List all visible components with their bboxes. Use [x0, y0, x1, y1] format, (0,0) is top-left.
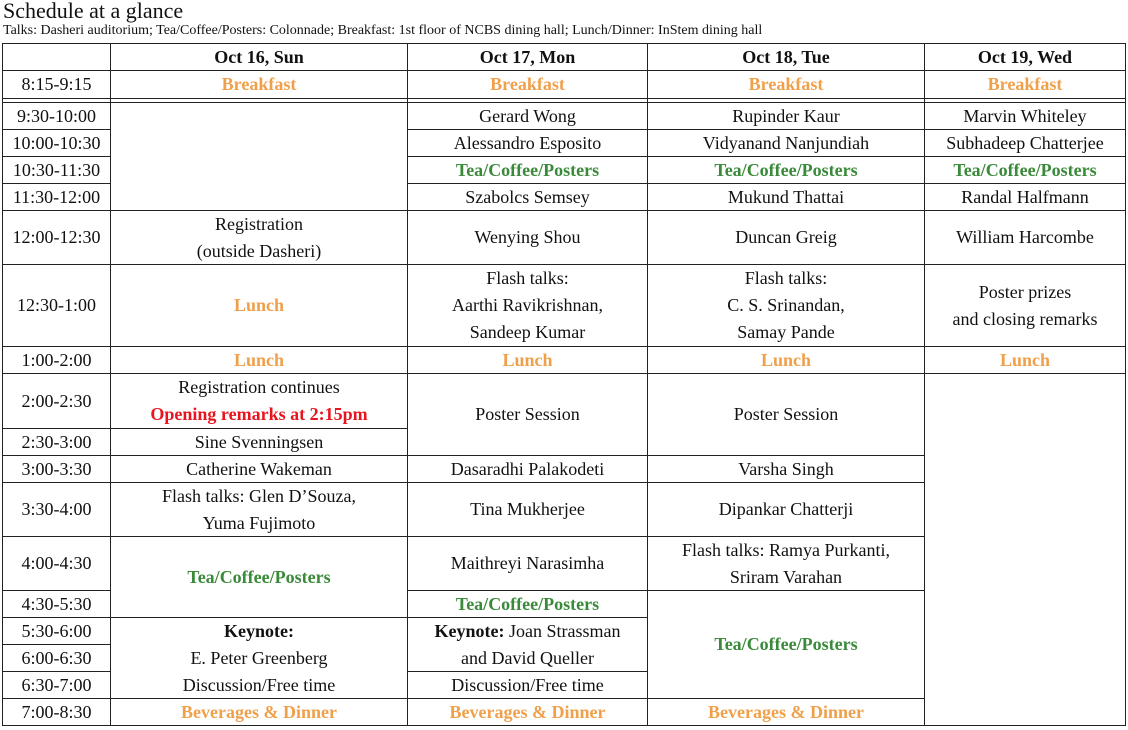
mon-talk-930: Gerard Wong	[479, 105, 576, 126]
sun-keynote-label	[111, 618, 407, 644]
sun-keynote-speaker: E. Peter Greenberg	[190, 647, 328, 668]
wed-talk-1000: Subhadeep Chatterjee	[946, 132, 1104, 153]
closing-line: and closing remarks	[952, 308, 1098, 329]
flash-line: Flash talks: Ramya Purkanti,	[682, 539, 890, 560]
mon-talk-300: Dasaradhi Palakodeti	[450, 458, 605, 479]
time-slot: 3:30-4:00	[21, 499, 92, 519]
sun-registration-continues	[111, 374, 407, 428]
tue-poster-session: Poster Session	[733, 404, 839, 424]
time-slot: 11:30-12:00	[12, 186, 101, 207]
flash-line: Sriram Varahan	[729, 566, 843, 587]
venue-note: Talks: Dasheri auditorium; Tea/Coffee/Posters: Colonnade; Breakfast: 1st floor of NCBS dining hall; Lunch/Dinner: InStem dining hall	[3, 23, 763, 38]
tea-wed-am: Tea/Coffee/Posters	[953, 159, 1097, 180]
sun-registration	[111, 211, 407, 264]
sun-talk-300: Catherine Wakeman	[186, 458, 332, 479]
tue-talk-930: Rupinder Kaur	[732, 105, 840, 126]
flash-line: Yuma Fujimoto	[202, 512, 316, 533]
mon-talk-1200: Wenying Shou	[474, 227, 581, 247]
wed-talk-1200: William Harcombe	[956, 227, 1094, 247]
lunch-wed: Lunch	[999, 349, 1051, 370]
tea-mon-am: Tea/Coffee/Posters	[455, 159, 600, 180]
wed-closing	[925, 265, 1125, 346]
tue-flash-talks-pm	[648, 537, 924, 590]
mon-discussion: Discussion/Free time	[451, 674, 604, 695]
closing-line: Poster prizes	[978, 281, 1072, 302]
wed-talk-1130: Randal Halfmann	[961, 186, 1089, 207]
tue-talk-1130: Mukund Thattai	[727, 186, 845, 207]
wed-talk-930: Marvin Whiteley	[963, 105, 1087, 126]
mon-talk-1000: Alessandro Esposito	[453, 132, 602, 153]
day-header-wed: Oct 19, Wed	[977, 46, 1073, 67]
flash-line: Sandeep Kumar	[469, 322, 586, 342]
tea-sun: Tea/Coffee/Posters	[187, 566, 331, 587]
registration-line: Registration	[215, 213, 303, 234]
grid-line	[1125, 43, 1126, 726]
lunch-sun-1230: Lunch	[233, 295, 285, 315]
mon-keynote	[408, 618, 647, 671]
breakfast-sun: Breakfast	[221, 74, 297, 94]
mon-talk-1130: Szabolcs Semsey	[465, 186, 590, 207]
time-slot: 2:00-2:30	[21, 390, 92, 411]
time-slot: 6:00-6:30	[21, 647, 92, 668]
day-header-tue: Oct 18, Tue	[742, 46, 830, 67]
opening-remarks: Opening remarks at 2:15pm	[150, 404, 368, 424]
keynote-speaker: Joan Strassman	[508, 620, 621, 641]
breakfast-tue: Breakfast	[748, 74, 824, 94]
sun-flash-talks	[111, 483, 407, 536]
time-slot: 4:00-4:30	[21, 553, 92, 573]
sun-talk-230: Sine Svenningsen	[194, 431, 324, 452]
grid-line	[2, 98, 1126, 99]
tue-talk-330: Dipankar Chatterji	[718, 499, 854, 519]
keynote-label: Keynote:	[224, 620, 294, 641]
mon-talk-400: Maithreyi Narasimha	[450, 553, 605, 573]
page-title: Schedule at a glance	[3, 0, 184, 23]
time-slot: 10:30-11:30	[12, 159, 101, 180]
time-slot: 1:00-2:00	[21, 349, 92, 370]
flash-line: Flash talks: Glen D’Souza,	[162, 485, 356, 506]
registration-location: (outside Dasheri)	[196, 240, 322, 261]
mon-poster-session: Poster Session	[475, 404, 580, 424]
time-slot: 12:30-1:00	[17, 295, 96, 315]
tea-tue-am: Tea/Coffee/Posters	[714, 159, 858, 180]
flash-line: Aarthi Ravikrishnan,	[452, 295, 603, 315]
flash-line: Flash talks:	[486, 268, 569, 288]
time-slot: 6:30-7:00	[21, 674, 92, 695]
flash-line: Samay Pande	[737, 322, 835, 342]
time-slot: 3:00-3:30	[21, 458, 92, 479]
mon-flash-talks	[408, 265, 647, 346]
breakfast-mon: Breakfast	[490, 74, 565, 94]
keynote-label: Keynote:	[434, 620, 505, 641]
lunch-tue: Lunch	[760, 349, 812, 370]
flash-line: C. S. Srinandan,	[727, 295, 845, 315]
tea-tue-pm: Tea/Coffee/Posters	[714, 634, 858, 654]
time-slot: 9:30-10:00	[17, 105, 96, 126]
time-slot: 7:00-8:30	[21, 701, 92, 722]
tea-mon-pm: Tea/Coffee/Posters	[455, 593, 600, 614]
dinner-sun: Beverages & Dinner	[181, 701, 337, 722]
registration-continues: Registration continues	[178, 377, 340, 397]
lunch-sun: Lunch	[233, 349, 285, 370]
mon-talk-330: Tina Mukherjee	[470, 499, 585, 519]
lunch-mon: Lunch	[502, 349, 553, 370]
dinner-tue: Beverages & Dinner	[708, 701, 864, 722]
dinner-mon: Beverages & Dinner	[449, 701, 606, 722]
tue-flash-talks	[648, 265, 924, 346]
time-slot: 4:30-5:30	[21, 593, 92, 614]
day-header-mon: Oct 17, Mon	[479, 46, 576, 67]
day-header-sun: Oct 16, Sun	[214, 46, 304, 67]
time-slot: 5:30-6:00	[21, 620, 92, 641]
tue-talk-1000: Vidyanand Nanjundiah	[702, 132, 870, 153]
flash-line: Flash talks:	[744, 268, 828, 288]
time-slot: 12:00-12:30	[12, 227, 101, 247]
sun-discussion: Discussion/Free time	[182, 674, 336, 695]
breakfast-wed: Breakfast	[987, 74, 1063, 94]
time-slot: 10:00-10:30	[12, 132, 101, 153]
tue-talk-1200: Duncan Greig	[735, 227, 837, 247]
keynote-speaker: and David Queller	[461, 647, 594, 668]
tue-talk-300: Varsha Singh	[738, 458, 834, 479]
time-slot: 8:15-9:15	[21, 74, 92, 94]
time-slot: 2:30-3:00	[21, 431, 92, 452]
